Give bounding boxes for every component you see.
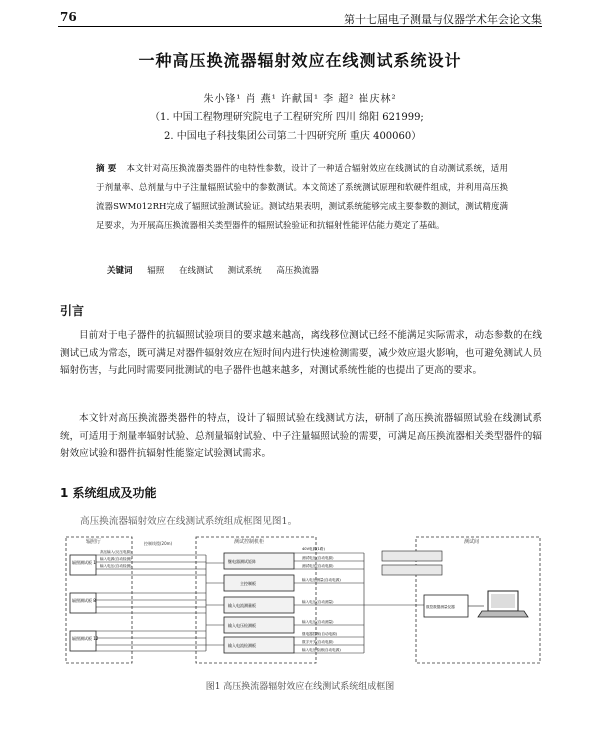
zone-left-label: 辐照厅 (86, 539, 102, 545)
right-signal: 输入电压测量(自动电源) (302, 578, 341, 582)
test-board-1-label: 辐照测试板 1 (72, 560, 96, 565)
keyword: 在线测试 (178, 266, 213, 276)
keyword: 高压换流器 (276, 266, 319, 276)
board-signal: 输入电压(自动检测) (100, 564, 132, 568)
authors: 朱小锋¹ 肖 燕¹ 许献国¹ 李 超² 崔庆林² (203, 94, 397, 105)
module-label: 输入电流测量板 (228, 603, 256, 608)
keywords (107, 264, 331, 276)
header-rule (58, 26, 542, 27)
section-heading-intro: 引言 (60, 304, 85, 318)
right-signal: 40V电源(1路) (302, 547, 325, 551)
module-label: 主控制板 (240, 581, 256, 586)
affiliation-1: （1. 中国工程物理研究院电子工程研究所 四川 绵阳 621999; (150, 112, 424, 123)
intro-paragraph-1: 目前对于电子器件的抗辐照试验项目的要求越来越高，离线移位测试已经不能满足实际需求，动态参数的在线测试已成为常态，既可满足对器件辐射效应在短时间内进行快速检测需要，减少效应退火影响，也可避免测试人员辐射伤害，与此同时需要同批测试的电子器件也越来越多，对测试系统性能的也提出了更高的要求。 (60, 330, 542, 376)
instrument-label: 数控数据测量仪器 (426, 605, 455, 609)
board-signal: 输入电源(自动检测) (100, 557, 132, 561)
test-board-8-label: 辐照测试板 8 (72, 598, 96, 603)
module-label: 输入电压检测板 (228, 623, 256, 628)
board-signal: 高压输入(反压电源) (100, 550, 132, 554)
affiliations (150, 108, 424, 146)
right-signal: 继电器控制(自动电源) (302, 632, 338, 636)
zone-mid-label: 测试控制机柜 (234, 539, 265, 545)
right-signal: 输入电压(自动测量) (302, 620, 334, 624)
running-header: 第十七届电子测量与仪器学术年会论文集 (344, 13, 542, 26)
zone-right-label: 测试间 (464, 539, 480, 545)
right-signal: 测试电压(自动电源) (302, 556, 334, 560)
cable-label: 控制线缆(20m) (144, 541, 173, 546)
computer-icon (478, 591, 528, 617)
intro-paragraph-2: 本文针对高压换流器类器件的特点，设计了辐照试验在线测试方法，研制了高压换流器辐照试验在线测试系统，可适用于剂量率辐射试验、总剂量辐射试验、中子注量辐照试验的需要，可满足高压换流器相关类型器件的辐射效应试验和器件抗辐射性能鉴定试验测试需求。 (60, 413, 542, 459)
test-board-1 (70, 555, 96, 575)
section-heading-1: 1 系统组成及功能 (60, 486, 157, 500)
right-signal: 测试电压(自动电源) (302, 564, 334, 568)
abstract-label: 摘 要 (96, 164, 117, 174)
test-board-12-label: 辐照测试板 12 (72, 636, 99, 641)
abstract (96, 160, 508, 236)
keyword: 辐照 (147, 266, 165, 276)
module-label: 输入电流检测板 (228, 643, 256, 648)
system-block-diagram (64, 533, 542, 666)
right-signal: 输入电压(自动测量) (302, 600, 334, 604)
module-main-control (224, 575, 294, 591)
page-number: 76 (60, 10, 77, 24)
keyword: 测试系统 (227, 266, 262, 276)
instrument-unit (382, 565, 442, 575)
right-signal: 输入电压检测(自动电源) (302, 648, 341, 652)
instrument-unit (382, 551, 442, 561)
affiliation-2: 2. 中国电子科技集团公司第二十四研究所 重庆 400060） (164, 131, 422, 142)
module-label: 继电器测试矩阵 (228, 559, 256, 564)
right-signal: 数字开关(自动电源) (302, 640, 334, 644)
abstract-text: 本文针对高压换流器类器件的电特性参数，设计了一种适合辐射效应在线测试的自动测试系统，适用于剂量率、总剂量与中子注量辐照试验中的参数测试。本文简述了系统测试原理和软硬件组成，并利用高压换流器SWM012RH完成了辐照试验测试验证。测试结果表明，测试系统能够完成主要参数的测试，测试精度满足要求，为开展高压换流器相关类型器件的辐照试验验证和抗辐射性能评估能力奠定了基础。 (96, 164, 508, 231)
test-board-12 (70, 631, 96, 651)
figure-caption: 图1 高压换流器辐射效应在线测试系统组成框图 (205, 682, 395, 692)
keywords-label: 关键词 (107, 266, 133, 276)
test-board-8 (70, 593, 96, 613)
paper-title: 一种高压换流器辐射效应在线测试系统设计 (138, 51, 462, 70)
figure-intro-text: 高压换流器辐射效应在线测试系统组成框图见图1。 (80, 516, 298, 527)
